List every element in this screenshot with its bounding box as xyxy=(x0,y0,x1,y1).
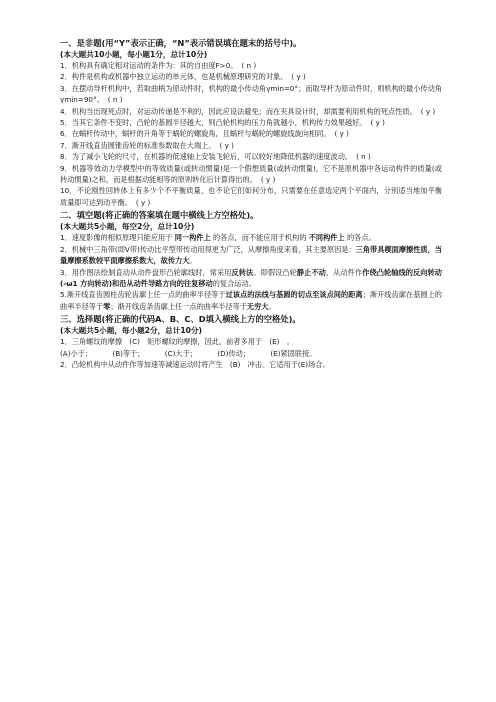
answer-mark: ( y ) xyxy=(260,175,276,185)
answer-text: 无穷大 xyxy=(246,301,269,311)
truefalse-question xyxy=(60,128,442,139)
answer-text: 反转法 xyxy=(231,267,254,277)
truefalse-question xyxy=(60,60,442,71)
section-3-title: 三、选择题(将正确的代码A、B、C、D填入横线上方的空格处)。 xyxy=(60,314,301,325)
answer-mark: ( y ) xyxy=(291,72,306,82)
choice-question-1: 1．三角螺纹的摩擦 (C) 矩形螺纹的摩擦，因此，前者多用于 (E) 。 xyxy=(60,337,294,347)
fill-question-2 xyxy=(60,244,442,267)
truefalse-question xyxy=(60,117,442,128)
truefalse-question xyxy=(60,71,442,82)
question-text: 6．在蜗杆传动中，蜗杆的升角等于蜗轮的螺旋角，且蜗杆与蜗轮的螺旋线旋向相同。 xyxy=(60,129,331,139)
choice-options xyxy=(60,348,442,359)
option-d: (D)传动； xyxy=(217,348,251,358)
question-text: 10．不论刚性回转体上有多少个不平衡质量，也不论它们如何分布，只需要在任意选定两个平面内，分别适当地加平衡质量即可达到动平衡。 xyxy=(60,186,442,207)
q-text: ；渐开线齿条齿廓上任一点的曲率半径等于 xyxy=(110,301,247,311)
question-text: 9．机器等效动力学模型中的等效质量(或转动惯量)是一个假想质量(或转动惯量)，它不是原机器中各运动构件的质量(或转动惯量)之和，而是根据动能相等的原则转化后计算得出的。 xyxy=(60,163,442,185)
q-text: 。即假设凸轮 xyxy=(253,267,297,277)
answer-text: 作绕凸轮轴线的反向转动(-ω1 方向转动)和沿从动件导路方向的往复移动 xyxy=(60,267,442,288)
truefalse-question xyxy=(60,151,442,162)
option-c: (C)大于； xyxy=(164,348,197,358)
answer-mark: ( y ) xyxy=(334,129,349,139)
q-text: 3．用作图法绘制直动从动件盘形凸轮廓线时，常采用 xyxy=(60,267,232,277)
truefalse-question xyxy=(60,140,442,151)
q-text: 的各点，而不能应用于机构的 xyxy=(212,233,307,243)
section-1-note: (本大题共10小题，每小题1分，总计10分) xyxy=(60,50,208,59)
answer-mark: ( y ) xyxy=(370,118,385,128)
q-text: 的各点。 xyxy=(346,233,376,243)
q-text: 5.渐开线直齿圆柱齿轮齿廓上任一点的曲率半径等于 xyxy=(60,290,226,300)
option-e: (E)紧固联接。 xyxy=(270,348,317,358)
q-text: 的复合运动。 xyxy=(212,278,256,288)
answer-mark: ( y ) xyxy=(420,106,436,116)
q-text: 2．机械中三角带(即V带)传动比平型带传动用得更为广泛，从摩擦角度来看，其主要原因是： xyxy=(60,244,356,254)
answer-mark: ( y ) xyxy=(219,140,234,150)
answer-text: 过该点的法线与基圆的切点至该点间的距离 xyxy=(225,290,363,300)
question-text: 3．在摆动导杆机构中，若取曲柄为原动件时，机构的最小传动角γmin=0°；而取导杆为原动件时，则机构的最小传动角γmin=90°。 xyxy=(60,83,442,105)
truefalse-question xyxy=(60,185,442,208)
section-3-note: (本大题共5小题，每小题2分，总计10分) xyxy=(60,326,202,336)
fill-question-1 xyxy=(60,232,442,243)
truefalse-question xyxy=(60,163,442,186)
section-2-title: 二、填空题(将正确的答案填在题中横线上方空格处)。 xyxy=(60,210,259,221)
question-text: 5．当其它条件不变时，凸轮的基圆半径越大，则凸轮机构的压力角就越小，机构传力效果越好。 xyxy=(60,118,367,128)
section-1-title: 一、是非题(用“Y”表示正确，“N”表示错误填在题末的括号中)。 xyxy=(60,38,302,48)
choice-question-2: 2．凸轮机构中从动件作等加速等减速运动时将产生 (B) 冲击。它适用于(E)场合。 xyxy=(60,359,330,369)
q-text: 。 xyxy=(268,301,276,311)
question-text: 1．机构具有确定相对运动的条件为：其的自由度F>0。 xyxy=(60,61,238,70)
answer-mark: ( y ) xyxy=(135,197,151,207)
fill-question-3 xyxy=(60,267,442,290)
answer-text: 不同构件上 xyxy=(308,233,345,243)
answer-mark: ( n ) xyxy=(107,95,123,105)
truefalse-question xyxy=(60,106,442,117)
question-text: 2．构件是机构或机器中独立运动的单元体，也是机械原理研究的对象。 xyxy=(60,72,288,82)
truefalse-question xyxy=(60,83,442,106)
answer-text: 零 xyxy=(103,301,111,311)
question-text: 7．渐开线直齿圆锥齿轮的标准参数取在大端上。 xyxy=(60,140,216,150)
q-text: ，从动件作 xyxy=(325,267,363,277)
section-1-items xyxy=(60,60,442,208)
answer-text: 静止不动 xyxy=(296,267,326,277)
q-text: 。 xyxy=(189,256,197,266)
option-a: (A)小于； xyxy=(60,348,93,358)
answer-text: 同一构件上 xyxy=(174,233,211,243)
section-2-note: (本大题共5小题，每空2分，总计10分) xyxy=(60,222,195,232)
question-text: 4．机构当出现死点时，对运动传递是不利的，因此应设法避免；而在夹具设计时，却需要利用机构的死点性质。 xyxy=(60,106,417,116)
q-text: ；渐开线齿廓在基圆上的曲率半径等于 xyxy=(60,290,442,311)
answer-mark: ( n ) xyxy=(241,61,257,70)
q-text: 1．速度影像的相似原理只能应用于 xyxy=(60,233,173,243)
question-text: 8．为了减小飞轮的尺寸，在机器的低速轴上安装飞轮后，可以较好地降低机器的速度波动。 xyxy=(60,152,353,162)
fill-question-5 xyxy=(60,289,442,312)
answer-mark: ( n ) xyxy=(356,152,371,162)
exam-page xyxy=(60,36,442,370)
option-b: (B)等于； xyxy=(112,348,145,358)
answer-text: 三角带具楔面摩擦性质，当量摩擦系数较平面摩擦系数大，故传力大 xyxy=(60,244,442,266)
